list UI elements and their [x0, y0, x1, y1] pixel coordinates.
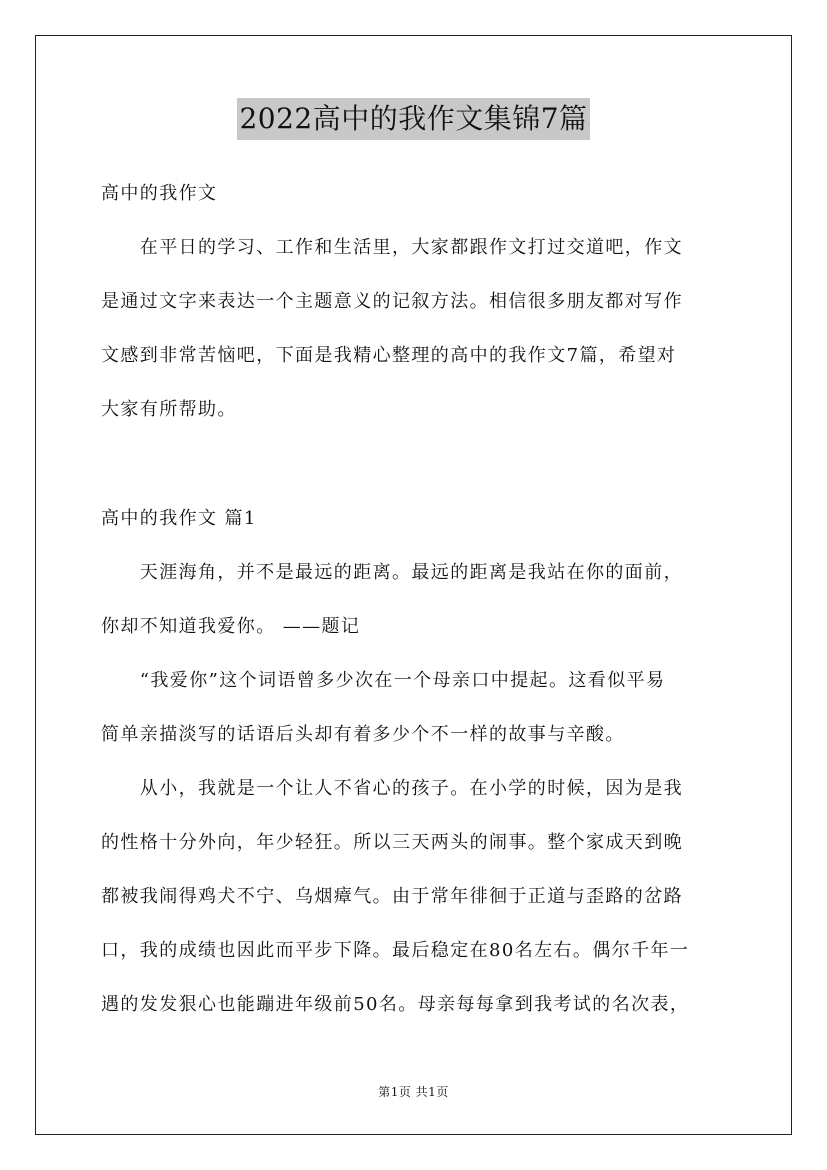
paragraph-line: 简单亲描淡写的话语后头却有着多少个不一样的故事与辛酸。: [101, 724, 625, 745]
paragraph-line: 口，我的成绩也因此而平步下降。最后稳定在80名左右。偶尔千年一: [101, 940, 690, 961]
page-footer: 第1页 共1页: [378, 1085, 449, 1099]
paragraph-line: 从小，我就是一个让人不省心的孩子。在小学的时候，因为是我: [101, 778, 683, 799]
paragraph-line: “我爱你”这个词语曾多少次在一个母亲口中提起。这看似平易: [101, 670, 666, 691]
section-heading: 高中的我作文: [101, 183, 218, 204]
paragraph-line: 在平日的学习、工作和生活里，大家都跟作文打过交道吧，作文: [101, 237, 683, 258]
paragraph-line: 遇的发发狠心也能蹦进年级前50名。母亲每每拿到我考试的名次表，: [101, 994, 690, 1015]
paragraph-line: 大家有所帮助。: [101, 399, 237, 420]
paragraph-line: 是通过文字来表达一个主题意义的记叙方法。相信很多朋友都对写作: [101, 291, 683, 312]
document-title: 2022高中的我作文集锦7篇: [237, 98, 589, 140]
paragraph-line: 文感到非常苦恼吧，下面是我精心整理的高中的我作文7篇，希望对: [101, 345, 677, 366]
title-container: [0, 98, 827, 140]
paragraph-line: 的性格十分外向，年少轻狂。所以三天两头的闹事。整个家成天到晚: [101, 832, 683, 853]
section-heading: 高中的我作文 篇1: [101, 508, 257, 529]
paragraph-line: 都被我闹得鸡犬不宁、乌烟瘴气。由于常年徘徊于正道与歪路的岔路: [101, 886, 683, 907]
paragraph-line: 你却不知道我爱你。 ——题记: [101, 616, 361, 637]
paragraph-line: 天涯海角，并不是最远的距离。最远的距离是我站在你的面前，: [101, 562, 683, 583]
